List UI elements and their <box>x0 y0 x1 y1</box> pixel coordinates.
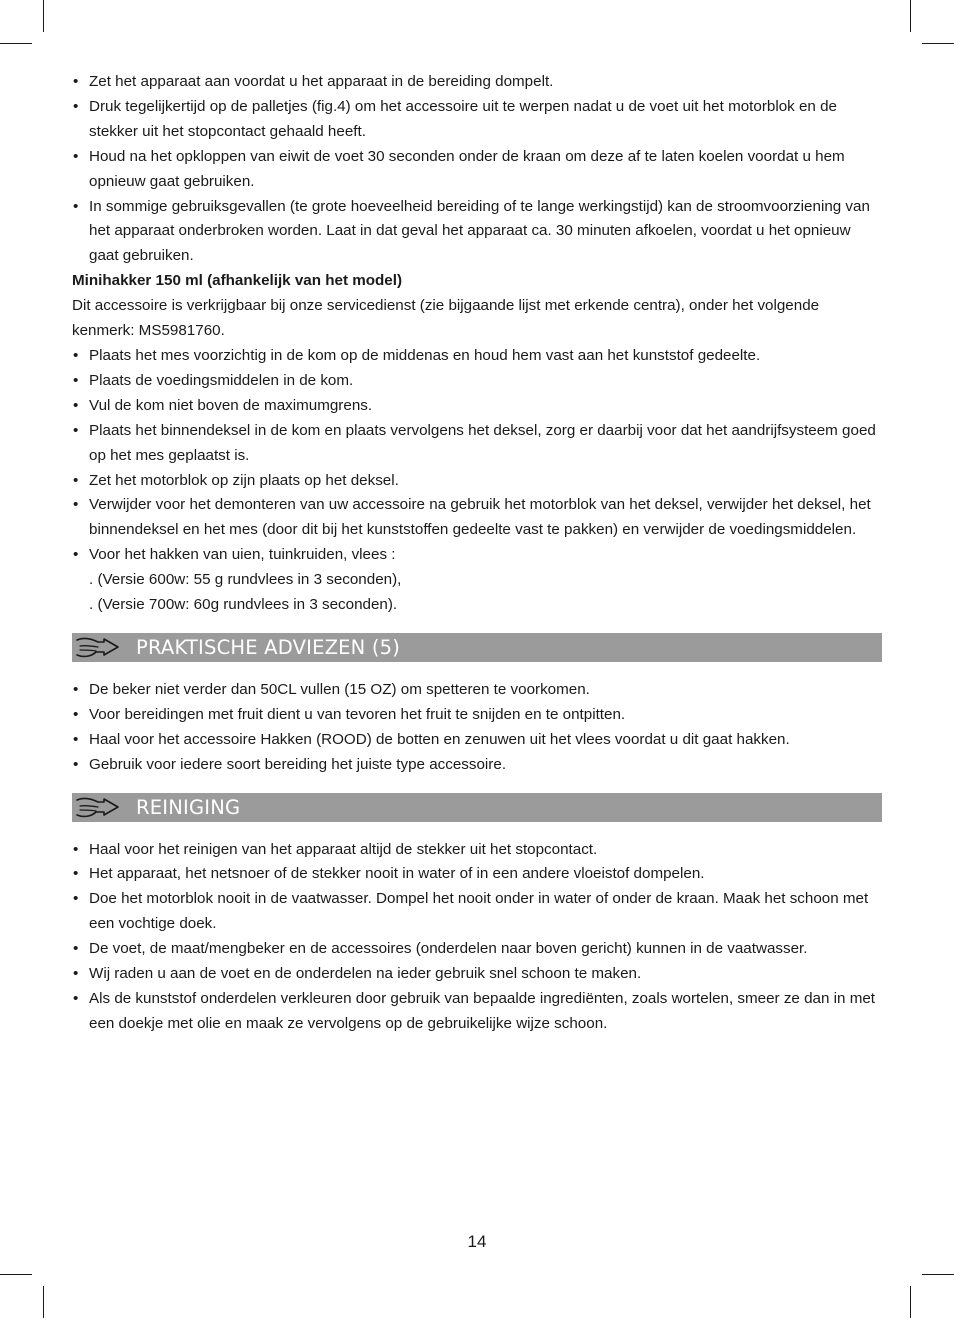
reiniging-bullet-list <box>72 838 882 1037</box>
list-item: • Wij raden u aan de voet en de onderdelen na ieder gebruik snel schoon te maken. <box>72 962 882 987</box>
version-line: . (Versie 700w: 60g rundvlees in 3 seconden). <box>89 596 398 614</box>
list-item: • Het apparaat, het netsnoer of de stekker nooit in water of in een andere vloeistof dompelen. <box>72 862 882 887</box>
minihakker-bullet-list <box>72 344 882 568</box>
hand-pointing-icon <box>74 794 120 821</box>
list-item: • De voet, de maat/mengbeker en de accessoires (onderdelen naar boven gericht) kunnen in de vaatwasser. <box>72 937 882 962</box>
list-item: • De beker niet verder dan 50CL vullen (15 OZ) om spetteren te voorkomen. <box>72 678 882 703</box>
crop-mark <box>910 0 911 32</box>
list-item: • Voor bereidingen met fruit dient u van tevoren het fruit te snijden en te ontpitten. <box>72 703 882 728</box>
section-title: PRAKTISCHE ADVIEZEN (5) <box>136 635 401 659</box>
list-item: • Doe het motorblok nooit in de vaatwasser. Dompel het nooit onder in water of onder de kraan. Maak het schoon met een vochtige doek. <box>72 887 882 937</box>
list-item: • Plaats het mes voorzichtig in de kom op de middenas en houd hem vast aan het kunststof gedeelte. <box>72 344 882 369</box>
section-header-reiniging <box>72 793 882 822</box>
crop-mark <box>0 1274 32 1275</box>
list-item: • Houd na het opkloppen van eiwit de voet 30 seconden onder de kraan om deze af te laten koelen voordat u hem opnieuw gaat gebruiken. <box>72 145 882 195</box>
list-item: • Haal voor het reinigen van het apparaat altijd de stekker uit het stopcontact. <box>72 838 882 863</box>
list-item: • Voor het hakken van uien, tuinkruiden, vlees : <box>72 543 882 568</box>
list-item: • Gebruik voor iedere soort bereiding het juiste type accessoire. <box>72 753 882 778</box>
list-item: • Verwijder voor het demonteren van uw accessoire na gebruik het motorblok van het deksel, verwijder het deksel, het binnendeksel en het mes (door dit bij het kunststoffen gedeelte vast te pakken) en verwijder de voedingsmiddelen. <box>72 493 882 543</box>
crop-mark <box>922 43 954 44</box>
minihakker-heading: Minihakker 150 ml (afhankelijk van het model) <box>72 272 403 290</box>
hand-pointing-icon <box>74 634 120 661</box>
list-item: • Druk tegelijkertijd op de palletjes (fig.4) om het accessoire uit te werpen nadat u de voet uit het motorblok en de stekker uit het stopcontact gehaald heeft. <box>72 95 882 145</box>
crop-mark <box>43 0 44 32</box>
list-item: • Plaats het binnendeksel in de kom en plaats vervolgens het deksel, zorg er daarbij voor dat het aandrijfsysteem goed op het mes geplaatst is. <box>72 419 882 469</box>
list-item: • Vul de kom niet boven de maximumgrens. <box>72 394 882 419</box>
section-title: REINIGING <box>136 795 241 819</box>
crop-mark <box>922 1274 954 1275</box>
list-item: • Zet het motorblok op zijn plaats op het deksel. <box>72 469 882 494</box>
crop-mark <box>43 1286 44 1318</box>
list-item: • Als de kunststof onderdelen verkleuren door gebruik van bepaalde ingrediënten, zoals wortelen, smeer ze dan in met een doekje met olie en maak ze vervolgens op de gebruikelijke wijze schoon. <box>72 987 882 1037</box>
page-content <box>72 70 882 1037</box>
list-item: • Plaats de voedingsmiddelen in de kom. <box>72 369 882 394</box>
list-item: • Zet het apparaat aan voordat u het apparaat in de bereiding dompelt. <box>72 70 882 95</box>
minihakker-description: Dit accessoire is verkrijgbaar bij onze servicedienst (zie bijgaande lijst met erkende centra), onder het volgende kenmerk: MS5981760. <box>72 297 820 340</box>
crop-mark <box>910 1286 911 1318</box>
praktische-bullet-list <box>72 678 882 778</box>
intro-bullet-list <box>72 70 882 269</box>
version-line: . (Versie 600w: 55 g rundvlees in 3 seconden), <box>89 571 402 589</box>
section-header-praktische <box>72 633 882 662</box>
crop-mark <box>0 43 32 44</box>
list-item: • In sommige gebruiksgevallen (te grote hoeveelheid bereiding of te lange werkingstijd) kan de stroomvoorziening van het apparaat onderbroken worden. Laat in dat geval het apparaat ca. 30 minuten afkoelen, voordat u het opnieuw gaat gebruiken. <box>72 195 882 270</box>
page-number: 14 <box>467 1232 487 1251</box>
list-item: • Haal voor het accessoire Hakken (ROOD) de botten en zenuwen uit het vlees voordat u dit gaat hakken. <box>72 728 882 753</box>
